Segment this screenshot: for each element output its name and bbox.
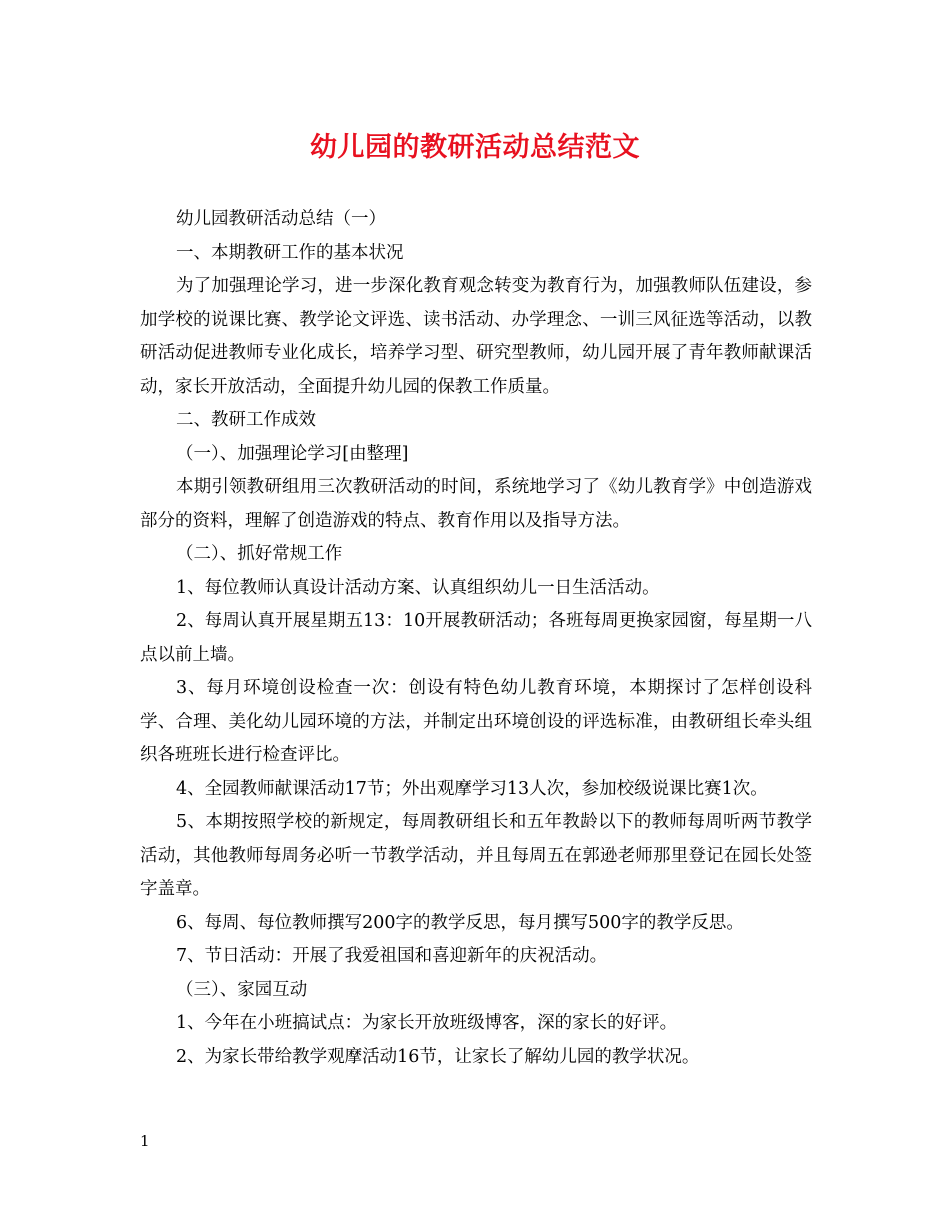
paragraph-10: 3、每月环境创设检查一次：创设有特色幼儿教育环境，本期探讨了怎样创设科学、合理、美化幼儿园环境的方法，并制定出环境创设的评选标准，由教研组长牵头组织各班班长进行检查评比。 (140, 678, 812, 765)
document-title: 幼儿园的教研活动总结范文 (310, 132, 640, 163)
paragraph-3: 为了加强理论学习，进一步深化教育观念转变为教育行为，加强教师队伍建设，参加学校的说课比赛、教学论文评选、读书活动、办学理念、一训三风征选等活动，以教研活动促进教师专业化成长，培养学习型、研究型教师，幼儿园开展了青年教师献课活动，家长开放活动，全面提升幼儿园的保教工作质量。 (140, 276, 812, 397)
document-body (140, 203, 812, 1074)
paragraph-14: 7、节日活动：开展了我爱祖国和喜迎新年的庆祝活动。 (176, 946, 608, 966)
paragraph-12: 5、本期按照学校的新规定，每周教研组长和五年教龄以下的教师每周听两节教学活动，其他教师每周务必听一节教学活动，并且每周五在郭逊老师那里登记在园长处签字盖章。 (140, 812, 812, 899)
paragraph-6: 本期引领教研组用三次教研活动的时间，系统地学习了《幼儿教育学》中创造游戏部分的资料，理解了创造游戏的特点、教育作用以及指导方法。 (140, 477, 812, 531)
paragraph-4: 二、教研工作成效 (176, 410, 316, 430)
paragraph-17: 2、为家长带给教学观摩活动16节，让家长了解幼儿园的教学状况。 (176, 1046, 700, 1067)
paragraph-5: （一）、加强理论学习[由整理] (176, 443, 409, 464)
paragraph-13: 6、每周、每位教师撰写200字的教学反思，每月撰写500字的教学反思。 (176, 912, 744, 933)
paragraph-9: 2、每周认真开展星期五13：10开展教研活动；各班每周更换家园窗，每星期一八点以前上墙。 (140, 611, 812, 665)
paragraph-8: 1、每位教师认真设计活动方案、认真组织幼儿一日生活活动。 (176, 577, 660, 598)
paragraph-1: 幼儿园教研活动总结（一） (176, 209, 386, 229)
paragraph-15: （三）、家园互动 (176, 979, 308, 1000)
paragraph-7: （二）、抓好常规工作 (176, 544, 343, 564)
paragraph-11: 4、全园教师献课活动17节；外出观摩学习13人次，参加校级说课比赛1次。 (176, 778, 768, 799)
page-number: 1 (140, 1132, 150, 1150)
paragraph-2: 一、本期教研工作的基本状况 (176, 242, 404, 263)
paragraph-16: 1、今年在小班搞试点：为家长开放班级博客，深的家长的好评。 (176, 1013, 678, 1033)
